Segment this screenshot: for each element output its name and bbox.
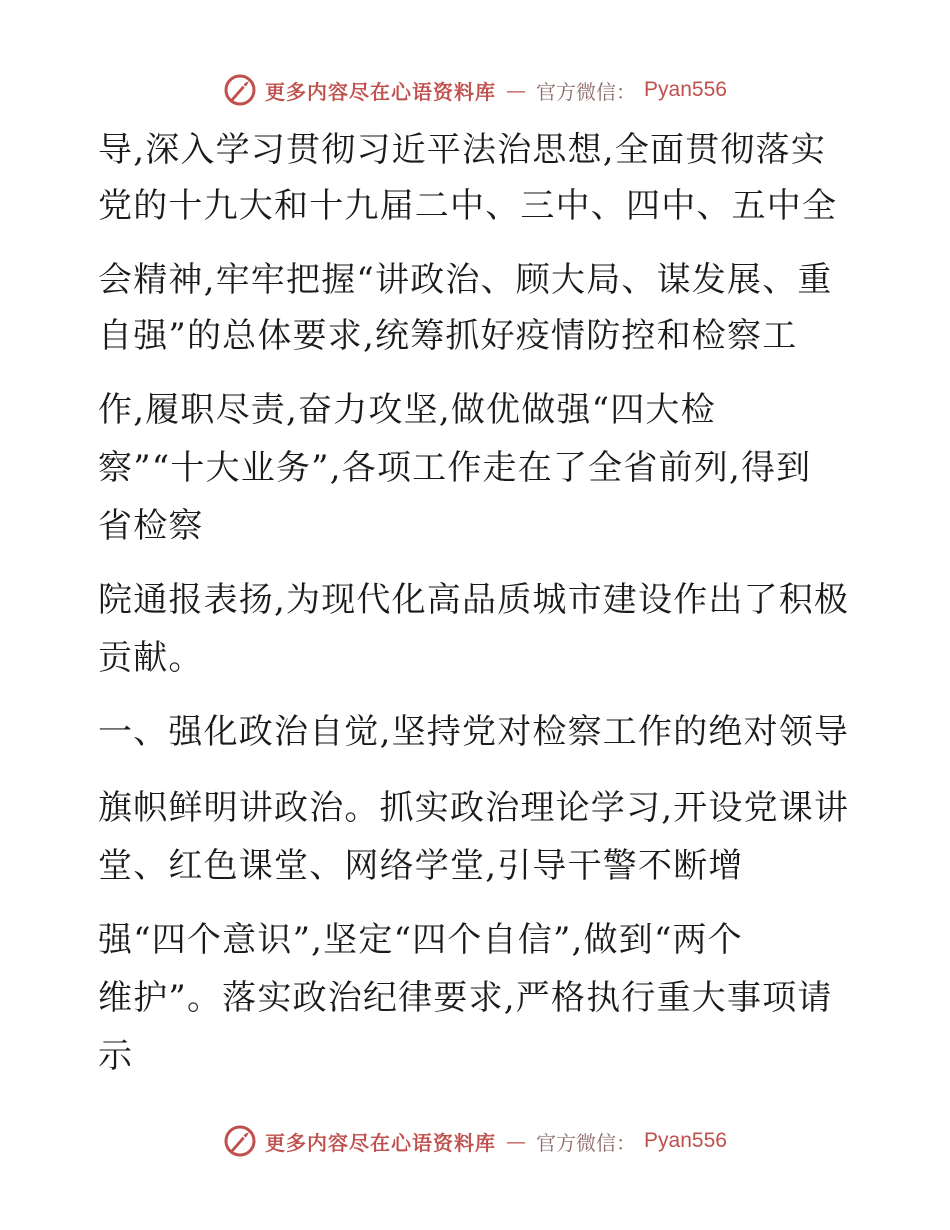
body-line: 省检察 — [98, 506, 204, 546]
body-line: 示 — [98, 1036, 134, 1076]
body-line: 察”“十大业务”,各项工作走在了全省前列,得到 — [98, 448, 812, 488]
body-line: 一、强化政治自觉,坚持党对检察工作的绝对领导 — [98, 712, 850, 752]
body-line: 维护”。落实政治纪律要求,严格执行重大事项请 — [98, 978, 833, 1018]
banner-brand-text: 更多内容尽在心语资料库 — [265, 1130, 497, 1155]
body-line: 导,深入学习贯彻习近平法治思想,全面贯彻落实 — [98, 130, 827, 170]
banner-official-label: 官方微信： — [536, 1130, 637, 1155]
quill-pen-logo-icon — [223, 73, 257, 107]
body-line: 强“四个意识”,坚定“四个自信”,做到“两个 — [98, 920, 743, 960]
body-line: 党的十九大和十九届二中、三中、四中、五中全 — [98, 186, 838, 226]
quill-pen-logo-icon — [223, 1124, 257, 1158]
banner-dash: — — [506, 1129, 527, 1153]
body-line: 贡献。 — [98, 638, 204, 678]
footer-banner — [0, 1121, 950, 1161]
banner-dash: — — [506, 78, 527, 102]
body-line: 作,履职尽责,奋力攻坚,做优做强“四大检 — [98, 390, 716, 430]
header-banner — [0, 70, 950, 110]
body-line: 旗帜鲜明讲政治。抓实政治理论学习,开设党课讲 — [98, 788, 850, 828]
banner-wechat-handle: Pyan556 — [644, 1129, 727, 1152]
body-line: 堂、红色课堂、网络学堂,引导干警不断增 — [98, 846, 744, 886]
banner-official-label: 官方微信： — [536, 79, 637, 104]
body-line: 自强”的总体要求,统筹抓好疫情防控和检察工 — [98, 316, 798, 356]
body-line: 院通报表扬,为现代化高品质城市建设作出了积极 — [98, 580, 850, 620]
banner-brand-text: 更多内容尽在心语资料库 — [265, 79, 497, 104]
body-line: 会精神,牢牢把握“讲政治、顾大局、谋发展、重 — [98, 260, 833, 300]
banner-wechat-handle: Pyan556 — [644, 78, 727, 101]
